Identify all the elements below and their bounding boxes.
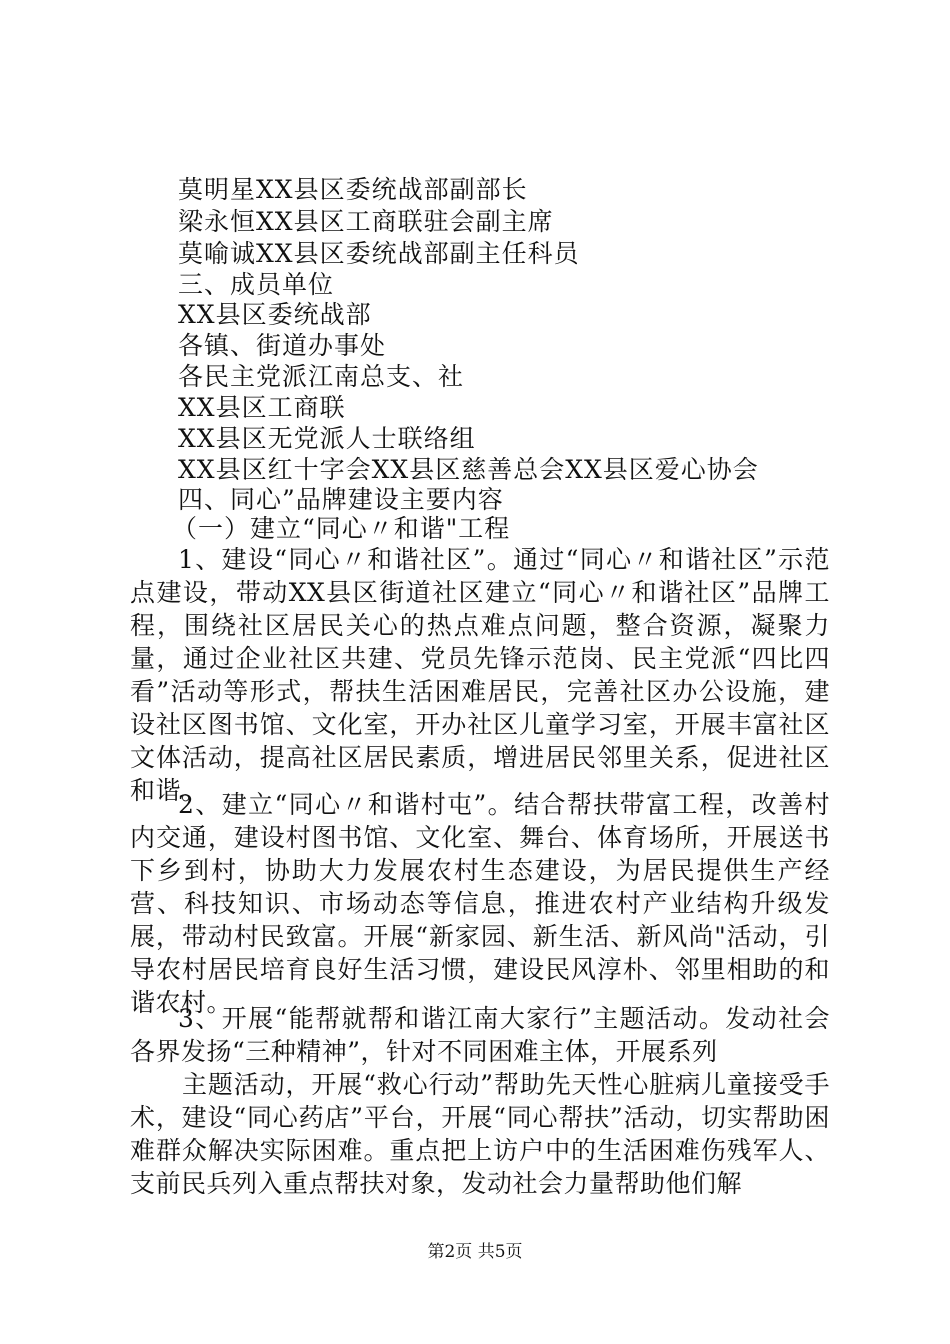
paragraph-1: 1、建设“同心〃和谐社区”。通过“同心〃和谐社区”示范点建设，带动XX县区街道社区建立“同心〃和谐社区”品牌工程，围绕社区居民关心的热点难点问题，整合资源，凝聚力量，通过企业社区共建、党员先锋示范岗、民主党派“四比四看”活动等形式，帮扶生活困难居民，完善社区办公设施，建设社区图书馆、文化室，开办社区儿童学习室，开展丰富社区文体活动，提高社区居民素质，增进居民邻里关系，促进社区和谐。	[130, 545, 830, 805]
subsection-heading-1: （一）建立“同心〃和谐"工程	[172, 514, 511, 543]
unit-line-1: XX县区委统战部	[178, 300, 372, 329]
section-heading-4: 四、同心”品牌建设主要内容	[178, 485, 504, 514]
paragraph-2: 2、建立“同心〃和谐村屯”。结合帮扶带富工程，改善村内交通，建设村图书馆、文化室、舞台、体育场所，开展送书下乡到村，协助大力发展农村生态建设，为居民提供生产经营、科技知识、市场动态等信息，推进农村产业结构升级发展，带动村民致富。开展“新家园、新生活、新风尚"活动，引导农村居民培育良好生活习惯，建设民风淳朴、邻里相助的和谐农村。	[130, 790, 830, 1017]
member-line-3: 莫喻诚XX县区委统战部副主任科员	[178, 239, 580, 268]
unit-line-2: 各镇、街道办事处	[178, 331, 387, 360]
page-footer: 第2页 共5页	[427, 1242, 523, 1262]
section-heading-3: 三、成员单位	[178, 270, 335, 299]
paragraph-4: 主题活动，开展“救心行动”帮助先天性心脏病儿童接受手术，建设“同心药店”平台，开展“同心帮扶”活动，切实帮助困难群众解决实际困难。重点把上访户中的生活困难伤残军人、支前民兵列入重点帮扶对象，发动社会力量帮助他们解	[130, 1070, 830, 1198]
member-line-2: 梁永恒XX县区工商联驻会副主席	[178, 207, 554, 236]
paragraph-3: 3、开展“能帮就帮和谐江南大家行”主题活动。发动社会各界发扬“三种精神”，针对不同困难主体，开展系列	[130, 1004, 830, 1066]
member-line-1: 莫明星XX县区委统战部副部长	[178, 175, 528, 204]
unit-line-5: XX县区无党派人士联络组	[178, 424, 476, 453]
unit-line-3: 各民主党派江南总支、社	[178, 362, 465, 391]
unit-line-4: XX县区工商联	[178, 393, 346, 422]
unit-line-6: XX县区红十字会XX县区慈善总会XX县区爱心协会	[178, 455, 759, 484]
